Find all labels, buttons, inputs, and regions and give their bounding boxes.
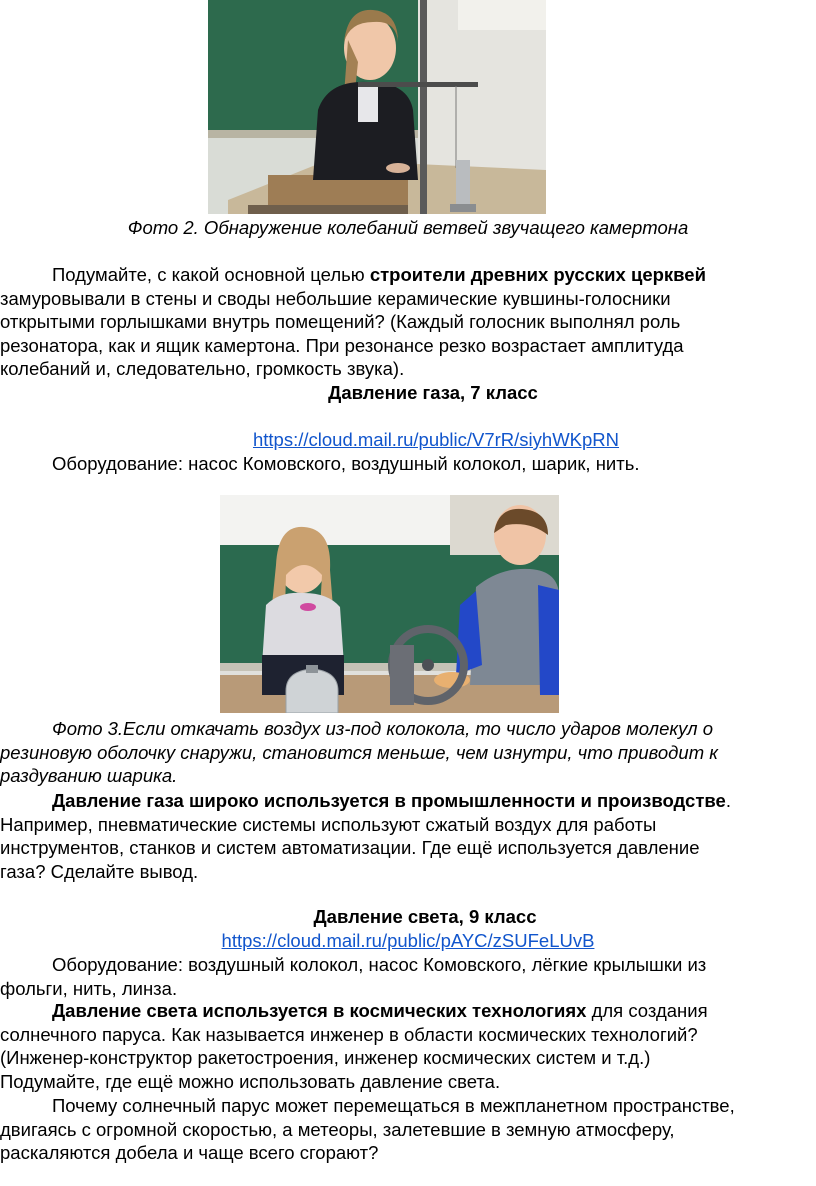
paragraph-text: Подумайте, с какой основной целью xyxy=(52,264,370,285)
paragraph-bold-text: строители древних русских церквей xyxy=(369,264,706,285)
paragraph-line: (Инженер-конструктор ракетостроения, инженер космических систем и т.д.) xyxy=(0,1047,651,1068)
caption-line: Фото 3.Если откачать воздух из-под колокола, то число ударов молекул о xyxy=(52,718,714,739)
paragraph-resonators xyxy=(0,263,816,381)
paragraph-line: открытыми горлышками внутрь помещений? (Каждый голосник выполнял роль xyxy=(0,311,681,332)
paragraph-line: Почему солнечный парус может перемещаться в межпланетном пространстве, xyxy=(52,1095,735,1116)
link-light[interactable]: https://cloud.mail.ru/public/pAYC/zSUFeLUvB xyxy=(221,930,595,951)
paragraph-line xyxy=(0,999,816,1023)
link-gas-row xyxy=(0,428,816,452)
paragraph-line xyxy=(0,263,816,287)
caption-line: резиновую оболочку снаружи, становится меньше, чем изнутри, что приводит к xyxy=(0,741,718,763)
paragraph-bold-text: Давление света используется в космических технологиях xyxy=(52,1000,587,1021)
paragraph-text: для создания xyxy=(586,1000,708,1021)
photo3-caption xyxy=(0,717,816,788)
paragraph-line xyxy=(0,789,816,813)
paragraph-line: раскаляются добела и чаще всего сгорают? xyxy=(0,1142,379,1163)
paragraph-line: Подумайте, где ещё можно использовать давление света. xyxy=(0,1070,501,1092)
equipment-gas: Оборудование: насос Комовского, воздушный колокол, шарик, нить. xyxy=(52,453,640,474)
link-gas[interactable]: https://cloud.mail.ru/public/V7rR/siyhWKpRN xyxy=(252,429,620,450)
paragraph-line: колебаний и, следовательно, громкость звука). xyxy=(0,358,405,379)
equipment-line: Оборудование: воздушный колокол, насос Комовского, лёгкие крылышки из xyxy=(52,954,707,975)
section-title-gas xyxy=(0,381,816,405)
paragraph-line: резонатора, как и ящик камертона. При резонансе резко возрастает амплитуда xyxy=(0,334,684,356)
paragraph-text: . xyxy=(725,790,731,811)
paragraph-line: газа? Сделайте вывод. xyxy=(0,860,199,882)
photo-tuning-fork xyxy=(208,0,546,214)
paragraph-gas-usage xyxy=(0,789,816,883)
equipment-line: фольги, нить, линза. xyxy=(0,977,178,999)
air-bell-photo-image xyxy=(220,495,559,713)
paragraph-line: инструментов, станков и систем автоматизации. Где ещё используется давление xyxy=(0,837,700,858)
link-light-row xyxy=(0,929,816,953)
section-title-light xyxy=(0,905,816,929)
paragraph-line: двигаясь с огромной скоростью, а метеоры, залетевшие в земную атмосферу, xyxy=(0,1118,675,1140)
tuning-fork-photo-image xyxy=(208,0,546,214)
photo2-caption: Фото 2. Обнаружение колебаний ветвей звучащего камертона xyxy=(127,217,689,238)
equipment-light xyxy=(0,953,816,1000)
paragraph-line: Например, пневматические системы используют сжатый воздух для работы xyxy=(0,813,657,835)
caption-line: раздуванию шарика. xyxy=(0,765,178,786)
paragraph-line: солнечного паруса. Как называется инженер в области космических технологий? xyxy=(0,1023,698,1045)
paragraph-solar-sail xyxy=(0,1094,816,1165)
section-title-light-text: Давление света, 9 класс xyxy=(313,906,537,927)
section-title-gas-text: Давление газа, 7 класс xyxy=(328,382,538,403)
photo-air-bell xyxy=(220,495,559,713)
paragraph-light-usage xyxy=(0,999,816,1093)
paragraph-bold-text: Давление газа широко используется в промышленности и производстве xyxy=(52,790,726,811)
paragraph-line: замуровывали в стены и своды небольшие керамические кувшины-голосники xyxy=(0,287,671,309)
